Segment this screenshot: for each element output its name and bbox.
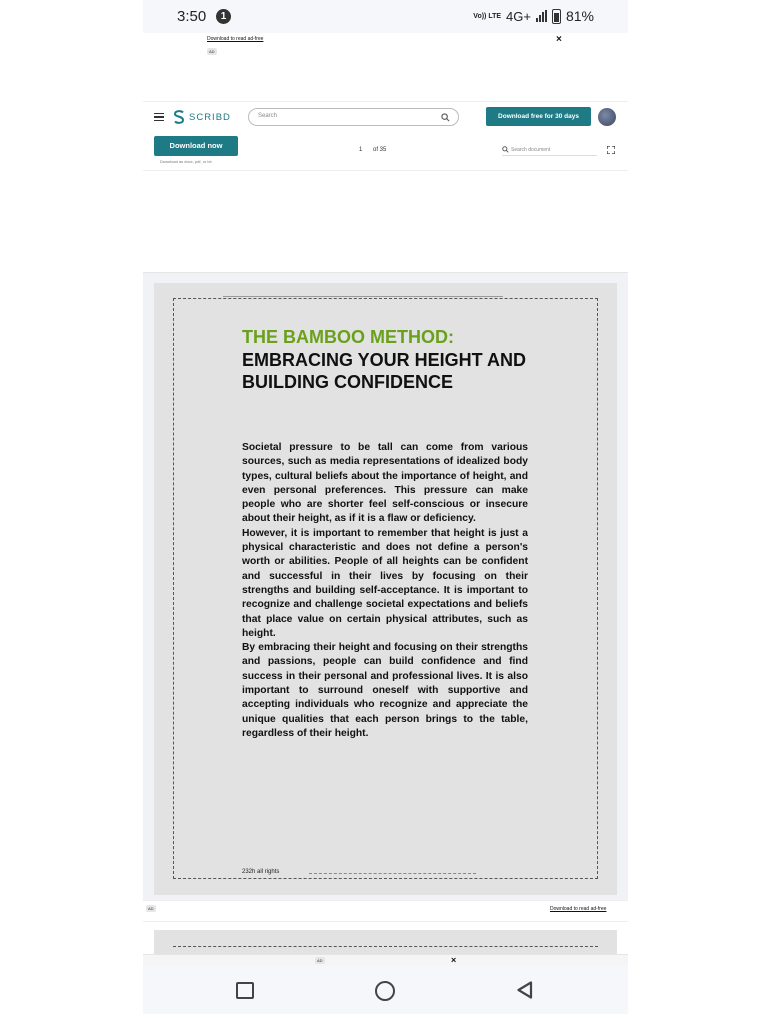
body-paragraph-2: However, it is important to remember that height is just a physical characteristic and does not define a person's worth or abilities. People of all heights can be confident and successful in their lives by focusing on their strengths and building self-acceptance. It is important to recognize and challenge societal expectations and beliefs that place value on certain physical attributes, such as height. [242,527,528,639]
scribd-logo-icon[interactable] [173,110,185,124]
back-button[interactable] [515,980,535,1000]
ad-badge: AD [148,906,154,911]
page-number-input[interactable]: 1 [359,147,363,153]
scribd-logo[interactable]: SCRIBD [189,112,231,123]
status-bar [143,0,628,33]
ad-close-button[interactable]: × [451,955,457,965]
menu-icon[interactable] [154,113,164,121]
scribd-header [143,101,628,171]
home-button[interactable] [375,981,395,1001]
document-search-input[interactable] [502,145,597,156]
status-time: 3:50 [177,8,207,25]
body-paragraph-3: By embracing their height and focusing on their strengths and passions, people can build confidence and find success in their personal and professional lives. It is also important to surround oneself with supportive and accepting individuals who recognize and appreciate the unique qualities that each person brings to the table, regardless of their height. [242,642,528,739]
phone-screen [143,0,628,1024]
document-viewer[interactable] [143,272,628,922]
document-body [242,441,528,741]
notification-badge: 1 [216,9,231,24]
document-title-main: THE BAMBOO METHOD: [242,327,454,347]
page-total: of 35 [373,147,387,153]
recent-apps-button[interactable] [236,982,254,999]
ad-row-bottom [143,900,628,922]
search-icon[interactable] [441,113,450,122]
ad-strip [143,954,628,966]
document-page [154,283,617,895]
status-indicators [473,8,594,24]
read-ad-free-link[interactable]: Download to read ad-free [550,906,607,912]
system-nav-bar [143,966,628,1014]
download-free-trial-button[interactable]: Download free for 30 days [486,107,591,126]
page-border [173,946,598,947]
ad-badge: AD [317,958,323,963]
network-type: 4G+ [506,8,531,24]
footer-rule [309,873,476,874]
fullscreen-icon[interactable] [607,146,615,154]
body-paragraph-1: Societal pressure to be tall can come from various sources, such as media representations of idealized body types, cultural beliefs about the importance of height, and even personal preferences. This pressure can make people who are shorter feel self-conscious or insecure about their height, as if it is a flaw or deficiency. [242,442,528,525]
avatar[interactable] [598,108,616,126]
download-formats-text: Download as docx, pdf, or txt [160,159,212,164]
document-subtitle: EMBRACING YOUR HEIGHT AND BUILDING CONFIDENCE [242,350,527,392]
battery-icon [552,9,561,24]
page-top-rule [223,296,503,297]
volte-icon: Vo)) LTE [473,12,502,20]
ad-banner-top [143,33,628,101]
ad-badge: AD [209,49,215,54]
read-ad-free-link[interactable]: Download to read ad-free [207,36,264,42]
battery-percent: 81% [565,8,594,24]
signal-icon [536,10,547,22]
document-search-placeholder: Search document [511,147,551,153]
search-icon [502,146,509,153]
search-placeholder: Search [258,113,278,119]
search-input[interactable] [248,108,459,126]
download-now-button[interactable]: Download now [154,136,238,156]
ad-close-button[interactable]: × [556,34,562,45]
page-footer: 232h all rights [242,869,280,875]
